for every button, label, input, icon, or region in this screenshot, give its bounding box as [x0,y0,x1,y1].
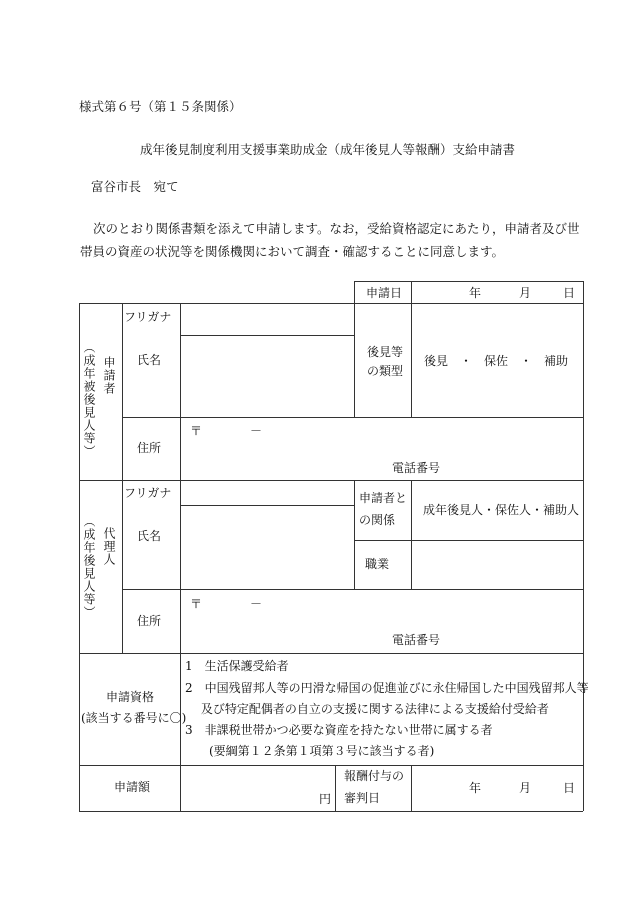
agent-name-label: 氏名 [137,529,162,543]
guardianship-type-label-2: の類型 [367,364,404,378]
decision-date-label-2: 審判日 [344,791,381,805]
amount-label: 申請額 [114,780,151,794]
qualification-instruction: (該当する番号に〇) [81,711,187,725]
qualification-label: 申請資格 [106,690,155,704]
agent-section-paren: （成年後見人等） [82,515,96,619]
date-month: 月 [519,286,532,300]
decision-day: 日 [563,781,576,795]
amount-field[interactable] [183,768,333,808]
relation-label-2: の関係 [359,513,396,527]
date-day: 日 [563,286,576,300]
applicant-phone-label: 電話番号 [392,461,441,475]
decision-date-label-1: 報酬付与の [344,769,405,783]
applicant-address-label: 住所 [137,441,162,455]
qualification-item-2-cont: 及び特定配偶者の自立の支援に関する法律による支援給付受給者 [185,702,549,716]
applicant-postal-mark: 〒 [190,424,203,438]
application-date-label: 申請日 [366,286,403,300]
guardianship-type-label-1: 後見等 [367,345,404,359]
occupation-label: 職業 [365,557,390,571]
agent-postal-mark: 〒 [190,597,203,611]
agent-phone-label: 電話番号 [392,633,441,647]
applicant-section-label: 申請者 [102,356,116,395]
guardianship-type-options[interactable]: 後見 ・ 保佐 ・ 補助 [424,354,569,368]
decision-year: 年 [469,781,482,795]
occupation-field[interactable] [414,543,581,587]
amount-unit: 円 [319,792,332,806]
agent-furigana-label: フリガナ [124,486,172,500]
agent-section-label: 代理人 [102,527,116,566]
qualification-item-3-note: (要綱第１２条第１項第３号に該当する者) [185,744,435,758]
agent-furigana-field[interactable] [183,483,352,503]
qualification-item-3[interactable]: 3 非課税世帯かつ必要な資産を持たない世帯に属する者 [185,723,493,737]
qualification-item-1[interactable]: 1 生活保護受給者 [185,659,289,673]
applicant-name-label: 氏名 [137,353,162,367]
form-number: 様式第６号（第１５条関係） [79,99,242,114]
qualification-item-2[interactable]: 2 中国残留邦人等の円滑な帰国の促進並びに永住帰国した中国残留邦人等 [185,681,589,695]
relation-options[interactable]: 成年後見人・保佐人・補助人 [423,503,580,517]
applicant-furigana-label: フリガナ [124,310,172,324]
agent-name-field[interactable] [183,508,352,587]
applicant-name-field[interactable] [183,338,352,415]
intro-line-2: 帯員の資産の状況等を関係機関において調査・確認することに同意します。 [80,244,505,259]
agent-address-label: 住所 [137,614,162,628]
applicant-postal-dash: － [250,424,263,438]
relation-label-1: 申請者と [359,491,408,505]
applicant-section-paren: （成年被後見人等） [82,341,96,458]
intro-line-1: 次のとおり関係書類を添えて申請します。なお，受給資格認定にあたり，申請者及び世 [93,221,580,236]
decision-month: 月 [519,781,532,795]
form-title: 成年後見制度利用支援事業助成金（成年後見人等報酬）支給申請書 [140,142,516,157]
agent-postal-dash: － [250,597,263,611]
addressee: 富谷市長 宛て [91,179,179,194]
applicant-furigana-field[interactable] [183,306,352,334]
date-year: 年 [469,286,482,300]
